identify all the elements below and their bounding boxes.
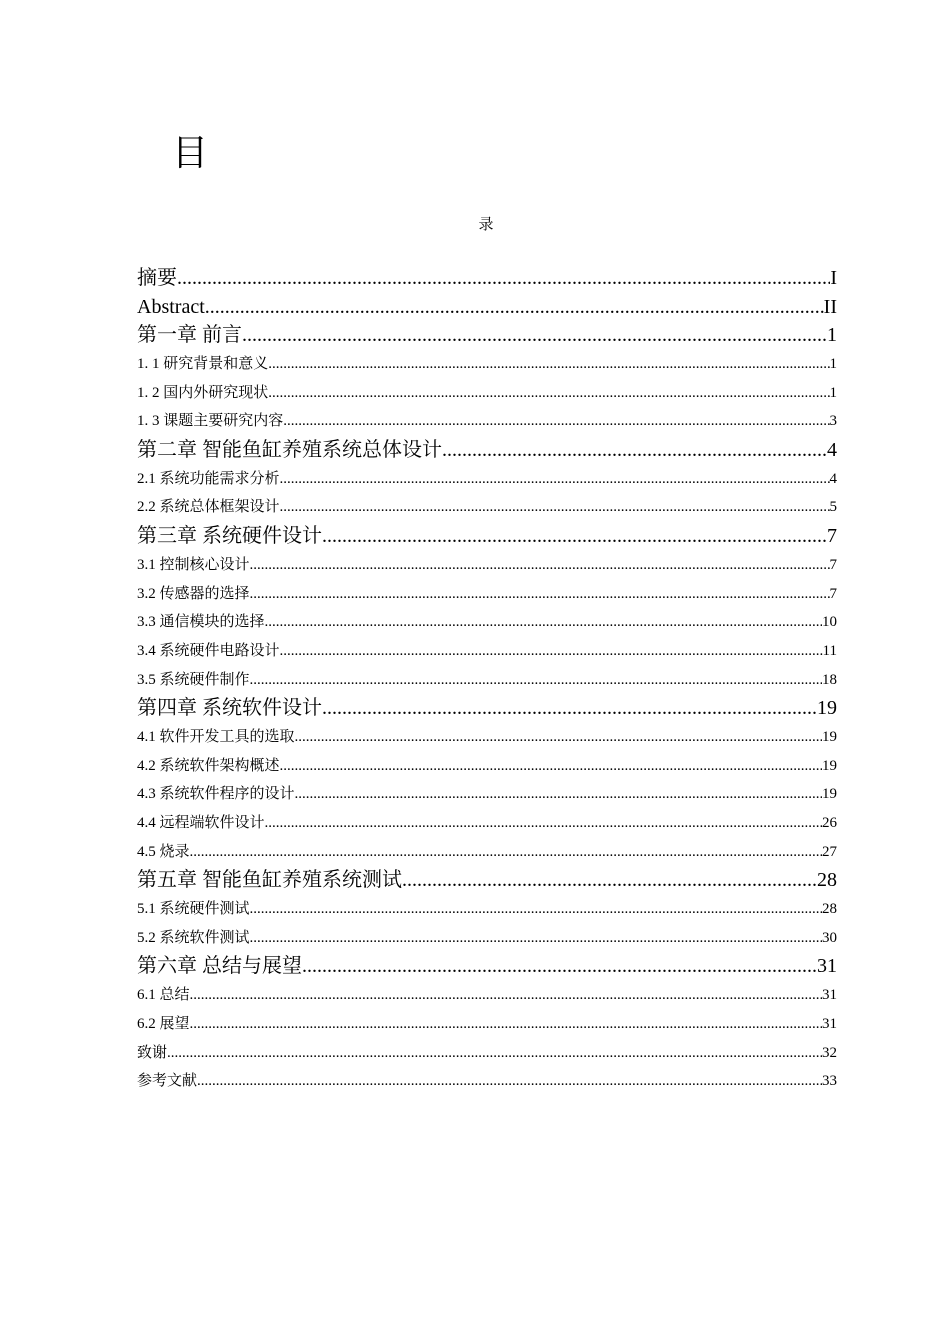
toc-dot-leader <box>302 953 817 982</box>
toc-entry-label: 第二章 智能鱼缸养殖系统总体设计 <box>137 439 442 462</box>
toc-dot-leader <box>190 981 822 1010</box>
toc-entry[interactable] <box>137 924 837 953</box>
toc-entry-label: 1. 1 研究背景和意义 <box>137 356 269 373</box>
toc-entry[interactable] <box>137 895 837 924</box>
toc-dot-leader <box>402 866 817 895</box>
toc-entry-page-number: I <box>830 266 837 289</box>
toc-dot-leader <box>265 608 822 637</box>
toc-entry-page-number: 31 <box>822 987 837 1004</box>
toc-entry[interactable] <box>137 465 837 494</box>
toc-entry-label: 第六章 总结与展望 <box>137 955 302 978</box>
toc-title-first-char: 目 <box>172 133 209 174</box>
toc-entry-page-number: 4 <box>829 470 837 487</box>
toc-entry-page-number: 32 <box>822 1044 837 1061</box>
toc-entry[interactable] <box>137 953 837 982</box>
toc-dot-leader <box>295 723 822 752</box>
toc-title-second-char: 录 <box>478 215 494 233</box>
toc-entry[interactable] <box>137 293 837 322</box>
toc-entry-page-number: 7 <box>829 556 837 573</box>
toc-entry-label: 4.4 远程端软件设计 <box>137 815 265 832</box>
toc-entry-label: 6.2 展望 <box>137 1015 190 1032</box>
toc-dot-leader <box>268 350 829 379</box>
toc-entry[interactable] <box>137 580 837 609</box>
toc-entry-label: 4.2 系统软件架构概述 <box>137 757 280 774</box>
toc-dot-leader <box>280 494 830 523</box>
toc-entry-label: 第四章 系统软件设计 <box>137 697 322 720</box>
toc-entry-label: Abstract <box>137 295 205 318</box>
toc-entry-page-number: 1 <box>829 384 837 401</box>
toc-entry[interactable] <box>137 407 837 436</box>
toc-entry-label: 5.1 系统硬件测试 <box>137 901 250 918</box>
toc-entry-label: 4.1 软件开发工具的选取 <box>137 728 295 745</box>
toc-dot-leader <box>190 838 822 867</box>
toc-entry-label: 参考文献 <box>137 1073 198 1090</box>
toc-dot-leader <box>197 1067 822 1096</box>
toc-entry-page-number: 7 <box>829 585 837 602</box>
toc-entry[interactable] <box>137 866 837 895</box>
toc-entry[interactable] <box>137 752 837 781</box>
toc-dot-leader <box>250 580 830 609</box>
toc-entry-label: 3.1 控制核心设计 <box>137 556 250 573</box>
toc-entry-label: 5.2 系统软件测试 <box>137 929 250 946</box>
toc-entry-page-number: 30 <box>822 929 837 946</box>
toc-entry[interactable] <box>137 666 837 695</box>
toc-entry-label: 6.1 总结 <box>137 987 190 1004</box>
toc-entry-page-number: 31 <box>817 955 837 978</box>
toc-entry-label: 3.5 系统硬件制作 <box>137 671 250 688</box>
table-of-contents <box>137 264 837 1096</box>
toc-entry-page-number: 28 <box>822 901 837 918</box>
toc-entry-label: 4.5 烧录 <box>137 843 190 860</box>
toc-entry-page-number: 31 <box>822 1015 837 1032</box>
toc-entry-page-number: 1 <box>827 324 837 347</box>
toc-dot-leader <box>190 1010 822 1039</box>
toc-dot-leader <box>265 809 822 838</box>
toc-dot-leader <box>250 551 830 580</box>
toc-dot-leader <box>250 924 822 953</box>
toc-entry-page-number: 10 <box>822 614 837 631</box>
toc-entry[interactable] <box>137 780 837 809</box>
toc-entry-page-number: 19 <box>822 786 837 803</box>
toc-entry-page-number: 19 <box>822 757 837 774</box>
toc-entry[interactable] <box>137 981 837 1010</box>
toc-entry[interactable] <box>137 694 837 723</box>
toc-dot-leader <box>167 1039 822 1068</box>
toc-entry-page-number: 27 <box>822 843 837 860</box>
toc-entry-label: 第三章 系统硬件设计 <box>137 525 322 548</box>
toc-entry-label: 2.1 系统功能需求分析 <box>137 470 280 487</box>
toc-dot-leader <box>250 666 822 695</box>
toc-entry-page-number: II <box>823 295 837 318</box>
toc-dot-leader <box>280 752 822 781</box>
toc-dot-leader <box>295 780 822 809</box>
toc-entry[interactable] <box>137 838 837 867</box>
toc-dot-leader <box>442 436 827 465</box>
toc-entry[interactable] <box>137 608 837 637</box>
toc-entry-label: 3.4 系统硬件电路设计 <box>137 642 280 659</box>
toc-entry-label: 1. 3 课题主要研究内容 <box>137 413 284 430</box>
toc-entry-label: 第一章 前言 <box>137 324 242 347</box>
toc-entry-label: 4.3 系统软件程序的设计 <box>137 786 295 803</box>
toc-dot-leader <box>280 465 830 494</box>
toc-dot-leader <box>177 264 830 293</box>
toc-dot-leader <box>205 293 824 322</box>
toc-entry-page-number: 33 <box>822 1073 837 1090</box>
toc-dot-leader <box>242 321 827 350</box>
toc-entry-page-number: 19 <box>822 728 837 745</box>
toc-entry-page-number: 4 <box>827 439 837 462</box>
toc-dot-leader <box>322 694 817 723</box>
toc-entry[interactable] <box>137 1067 837 1096</box>
toc-entry[interactable] <box>137 723 837 752</box>
toc-entry-page-number: 3 <box>829 413 837 430</box>
toc-entry[interactable] <box>137 809 837 838</box>
toc-entry[interactable] <box>137 436 837 465</box>
toc-dot-leader <box>268 379 829 408</box>
toc-dot-leader <box>280 637 823 666</box>
toc-dot-leader <box>283 407 829 436</box>
toc-entry-page-number: 19 <box>817 697 837 720</box>
toc-entry-label: 致谢 <box>137 1044 168 1061</box>
toc-entry-page-number: 26 <box>822 815 837 832</box>
toc-entry-label: 摘要 <box>137 266 177 289</box>
toc-dot-leader <box>322 522 827 551</box>
toc-entry-label: 1. 2 国内外研究现状 <box>137 384 269 401</box>
toc-entry[interactable] <box>137 494 837 523</box>
toc-entry[interactable] <box>137 1039 837 1068</box>
toc-dot-leader <box>250 895 822 924</box>
toc-entry-label: 3.2 传感器的选择 <box>137 585 250 602</box>
toc-entry[interactable] <box>137 551 837 580</box>
toc-entry[interactable] <box>137 321 837 350</box>
toc-entry-page-number: 18 <box>822 671 837 688</box>
toc-entry-label: 第五章 智能鱼缸养殖系统测试 <box>137 869 402 892</box>
toc-entry-page-number: 5 <box>829 499 837 516</box>
toc-entry[interactable] <box>137 350 837 379</box>
toc-entry-page-number: 7 <box>827 525 837 548</box>
toc-entry[interactable] <box>137 522 837 551</box>
toc-entry-label: 2.2 系统总体框架设计 <box>137 499 280 516</box>
toc-entry[interactable] <box>137 264 837 293</box>
toc-entry[interactable] <box>137 1010 837 1039</box>
toc-entry-page-number: 11 <box>822 642 837 659</box>
toc-entry[interactable] <box>137 637 837 666</box>
toc-entry-label: 3.3 通信模块的选择 <box>137 614 265 631</box>
toc-entry-page-number: 28 <box>817 869 837 892</box>
toc-entry-page-number: 1 <box>829 356 837 373</box>
toc-entry[interactable] <box>137 379 837 408</box>
